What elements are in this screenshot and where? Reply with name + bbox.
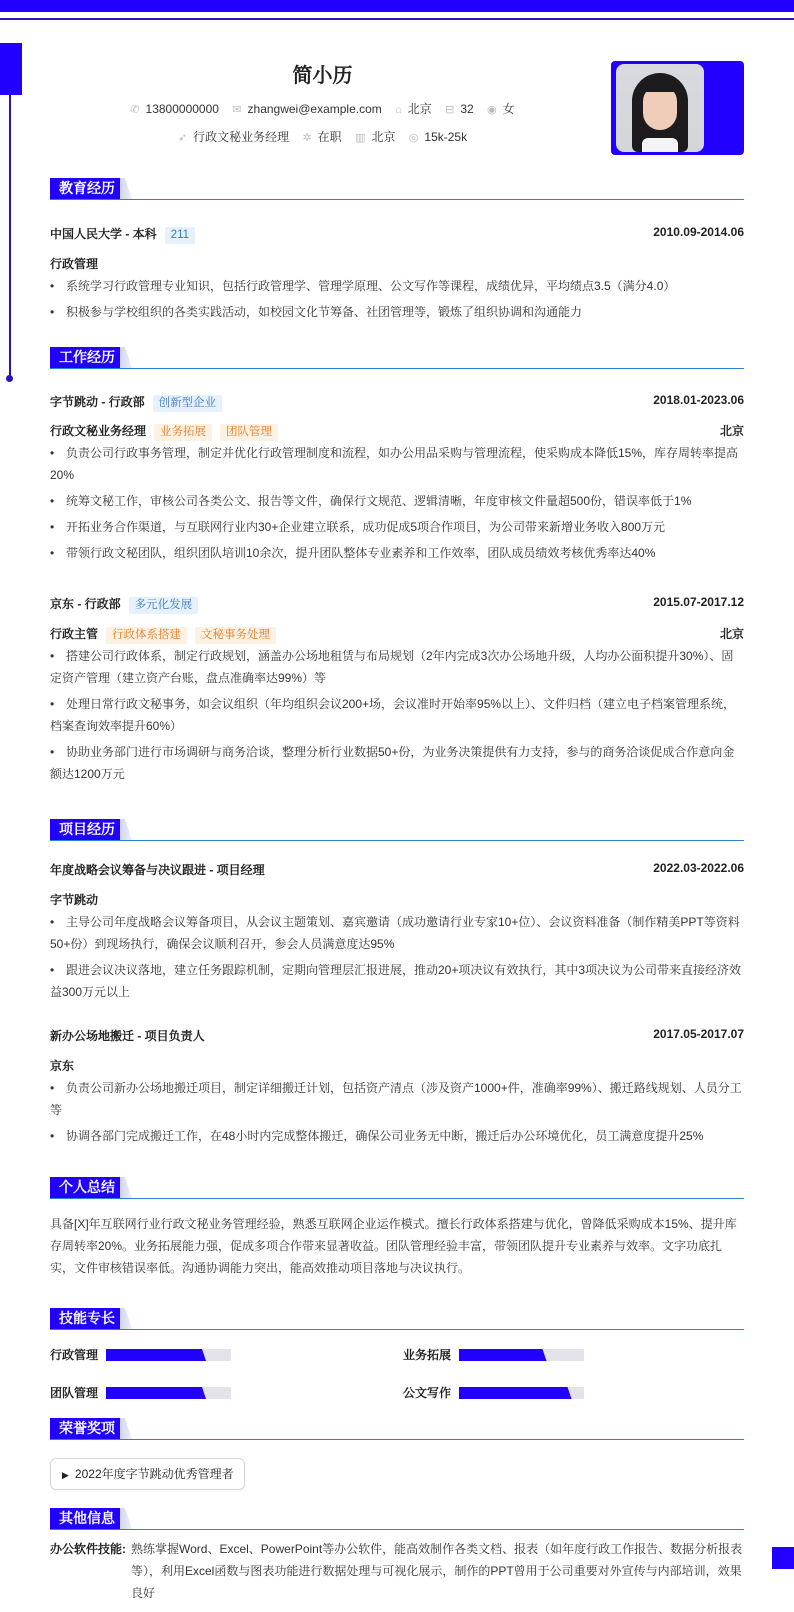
skill-name: 公文写作 [403, 1386, 452, 1400]
contact-email[interactable]: ✉ zhangwei@example.com [232, 102, 382, 116]
list-item: • 系统学习行政管理专业知识，包括行政管理学、管理学原理、公文写作等课程，成绩优异，平均绩点3.5（满分4.0） [50, 275, 744, 297]
project-date: 2022.03-2022.06 [653, 861, 744, 875]
list-item: • 负责公司新办公场地搬迁项目，制定详细搬迁计划，包括资产清点（涉及资产1000+件，准确率99%）、搬迁路线规划、人员分工等 [50, 1077, 744, 1121]
intent-salary: ◎ 15k-25k [408, 130, 468, 144]
work-1-bullets [50, 645, 744, 789]
other-info-key: 办公软件技能: [50, 1542, 126, 1556]
company-tag: 创新型企业 [153, 395, 223, 412]
other-info-value: 熟练掌握Word、Excel、PowerPoint等办公软件，能高效制作各类文档、报表（如年度行政工作报告、数据分析报表等），利用Excel函数与图表功能进行数据处理与可视化展示，制作的PPT曾用于公司重要对外宣传与内部培训，效果良好 [131, 1542, 743, 1600]
building-icon: ▥ [355, 132, 366, 144]
section-summary [50, 1177, 744, 1199]
award-item[interactable] [50, 1458, 245, 1490]
intent-city: ▥ 北京 [355, 130, 396, 144]
top-accent-bar [0, 0, 794, 12]
intent-position: ➶ 行政文秘业务经理 [177, 130, 290, 144]
contact-age: ⊟ 32 [445, 102, 474, 116]
award-text: 2022年度字节跳动优秀管理者 [74, 1467, 234, 1481]
contact-row [50, 100, 595, 117]
resume-header [50, 55, 744, 165]
project-0-org: 字节跳动 [50, 893, 99, 907]
education-bullets [50, 275, 744, 327]
school-name: 中国人民大学 - 本科 [50, 227, 157, 241]
project-title: 年度战略会议筹备与决议跟进 - 项目经理 [50, 863, 265, 877]
company-name: 字节跳动 - 行政部 [50, 395, 145, 409]
left-accent-block [0, 43, 22, 95]
project-0-header [50, 861, 744, 879]
role-tag: 行政体系搭建 [106, 627, 187, 644]
project-1-header [50, 1027, 744, 1045]
contact-phone: ✆ 13800000000 [130, 102, 219, 116]
list-item: • 协调各部门完成搬迁工作，在48小时内完成整体搬迁，确保公司业务无中断，搬迁后办公环境优化，员工满意度提升25% [50, 1125, 744, 1147]
role-title: 行政主管 [50, 627, 99, 641]
work-date: 2015.07-2017.12 [653, 595, 744, 609]
contact-location: ⌂ 北京 [395, 102, 432, 116]
section-project [50, 819, 744, 841]
gender-icon: ◉ [487, 104, 497, 116]
skill-bar [106, 1387, 231, 1399]
list-item: • 跟进会议决议落地，建立任务跟踪机制，定期向管理层汇报进展，推动20+项决议有效执行，其中3项决议为公司带来直接经济效益300万元以上 [50, 959, 744, 1003]
list-item: • 协助业务部门进行市场调研与商务洽谈，整理分析行业数据50+份，为业务决策提供有力支持，参与的商务洽谈促成合作意向金额达1200万元 [50, 741, 744, 785]
section-title-project: 项目经历 [50, 819, 124, 840]
project-title: 新办公场地搬迁 - 项目负责人 [50, 1029, 205, 1043]
skill-item [403, 1346, 603, 1362]
section-other [50, 1508, 744, 1530]
intent-status: ✲ 在职 [302, 130, 342, 144]
list-item: • 搭建公司行政体系，制定行政规划，涵盖办公场地租赁与布局规划（2年内完成3次办公场地升级，人均办公面积提升30%）、固定资产管理（建立资产台账，盘点准确率达99%）等 [50, 645, 744, 689]
skill-name: 业务拓展 [403, 1348, 452, 1362]
education-header [50, 225, 744, 243]
work-date: 2018.01-2023.06 [653, 393, 744, 407]
summary-text: 具备[X]年互联网行业行政文秘业务管理经验，熟悉互联网企业运作模式。擅长行政体系搭建与优化，曾降低采购成本15%、提升库存周转率20%。业务拓展能力强，促成多项合作带来显著收益。团队管理经验丰富，带领团队提升专业素养与效率。文字功底扎实，文件审核错误率低。沟通协调能力突出，能高效推动项目落地与决议执行。 [50, 1217, 737, 1275]
work-city: 北京 [719, 627, 744, 641]
education-date: 2010.09-2014.06 [653, 225, 744, 239]
work-0-role [50, 422, 744, 440]
section-education [50, 178, 744, 200]
company-tag: 多元化发展 [129, 597, 199, 614]
skill-item [50, 1384, 250, 1400]
role-tag: 业务拓展 [154, 424, 212, 441]
mail-icon: ✉ [232, 104, 242, 116]
section-work [50, 347, 744, 369]
age-icon: ⊟ [445, 104, 455, 116]
intent-row [50, 128, 595, 145]
company-name: 京东 - 行政部 [50, 597, 121, 611]
list-item: • 主导公司年度战略会议筹备项目，从会议主题策划、嘉宾邀请（成功邀请行业专家10+位）、会议资料准备（制作精美PPT等资料50+份）到现场执行，确保会议顺利召开，参会人员满意度达95% [50, 911, 744, 955]
skill-item [50, 1346, 250, 1362]
role-title: 行政文秘业务经理 [50, 424, 147, 438]
section-title-skills: 技能专长 [50, 1308, 124, 1329]
other-info-item [50, 1538, 744, 1604]
section-skills [50, 1308, 744, 1330]
list-item: • 带领行政文秘团队，组织团队培训10余次，提升团队整体专业素养和工作效率，团队成员绩效考核优秀率达40% [50, 542, 744, 564]
left-timeline-line [9, 95, 11, 378]
contact-gender: ◉ 女 [487, 102, 515, 116]
work-1-role [50, 625, 744, 643]
list-item: • 积极参与学校组织的各类实践活动，如校园文化节筹备、社团管理等，锻炼了组织协调和沟通能力 [50, 301, 744, 323]
status-icon: ✲ [302, 132, 312, 144]
avatar [616, 64, 704, 152]
section-title-work: 工作经历 [50, 347, 124, 368]
section-awards [50, 1418, 744, 1440]
list-item: • 处理日常行政文秘事务，如会议组织（年均组织会议200+场，会议准时开始率95%以上）、文件归档（建立电子档案管理系统，档案查询效率提升60%） [50, 693, 744, 737]
send-icon: ➶ [177, 132, 188, 144]
project-1-org: 京东 [50, 1059, 75, 1073]
list-item: • 负责公司行政事务管理，制定并优化行政管理制度和流程，如办公用品采购与管理流程，使采购成本降低15%，库存周转率提高20% [50, 442, 744, 486]
work-1-header [50, 595, 744, 613]
project-date: 2017.05-2017.07 [653, 1027, 744, 1041]
right-accent-block [772, 1547, 794, 1569]
candidate-name: 简小历 [292, 65, 353, 87]
section-title-education: 教育经历 [50, 178, 124, 199]
phone-icon: ✆ [130, 104, 140, 116]
education-major: 行政管理 [50, 257, 99, 271]
skill-name: 行政管理 [50, 1348, 99, 1362]
school-tag: 211 [165, 227, 195, 244]
project-1-bullets [50, 1077, 744, 1151]
skill-bar [459, 1387, 584, 1399]
triangle-right-icon: ▶ [62, 1470, 69, 1480]
top-accent-line [0, 18, 794, 20]
role-tag: 团队管理 [220, 424, 278, 441]
work-city: 北京 [719, 424, 744, 438]
role-tag: 文秘事务处理 [195, 627, 276, 644]
list-item: • 开拓业务合作渠道，与互联网行业内30+企业建立联系，成功促成5项合作项目，为公司带来新增业务收入800万元 [50, 516, 744, 538]
work-0-bullets [50, 442, 744, 568]
section-title-other: 其他信息 [50, 1508, 124, 1529]
salary-icon: ◎ [408, 132, 419, 144]
skill-item [403, 1384, 603, 1400]
section-title-summary: 个人总结 [50, 1177, 124, 1198]
home-icon: ⌂ [395, 104, 402, 116]
avatar-frame [611, 61, 744, 155]
project-0-bullets [50, 911, 744, 1007]
left-timeline-dot [6, 375, 13, 382]
list-item: • 统筹文秘工作，审核公司各类公文、报告等文件，确保行文规范、逻辑清晰，年度审核文件量超500份，错误率低于1% [50, 490, 744, 512]
skill-bar [106, 1349, 231, 1361]
skill-name: 团队管理 [50, 1386, 99, 1400]
section-title-awards: 荣誉奖项 [50, 1418, 124, 1439]
work-0-header [50, 393, 744, 411]
skill-bar [459, 1349, 584, 1361]
